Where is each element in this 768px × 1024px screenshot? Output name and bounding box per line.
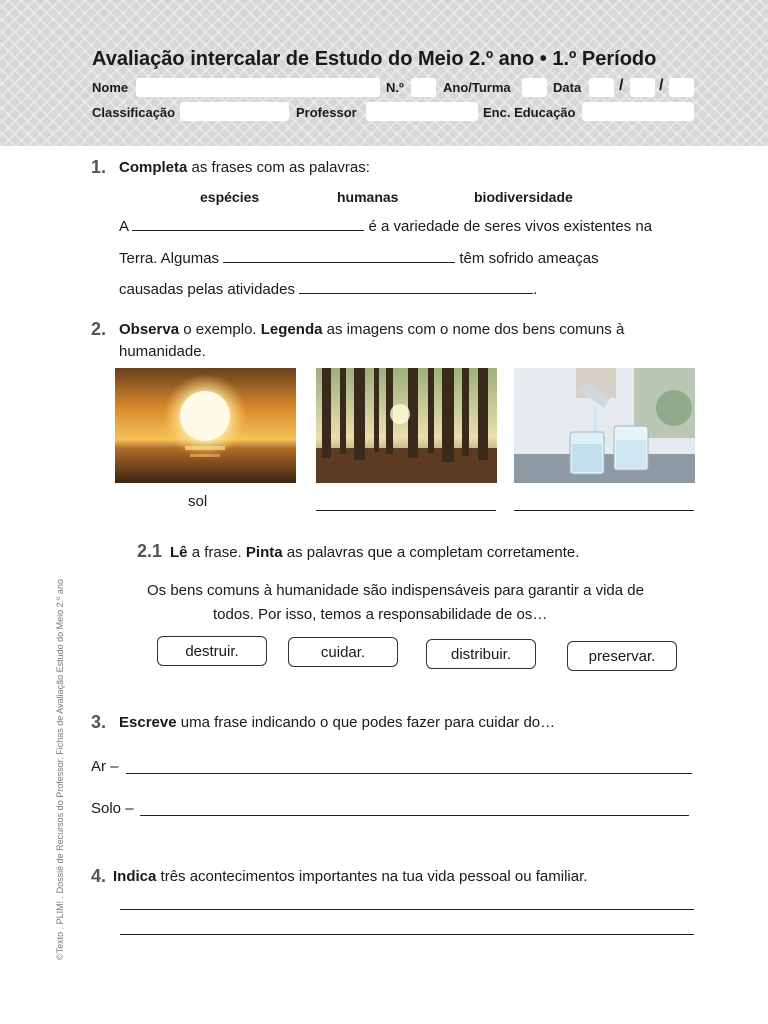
- instruction-verb: Completa: [119, 159, 188, 176]
- date-separator: /: [619, 77, 624, 94]
- instruction-text: três acontecimentos importantes na tua vida pessoal ou familiar.: [160, 868, 588, 885]
- date-separator: /: [659, 77, 664, 94]
- enc-educacao-field[interactable]: [582, 102, 694, 121]
- question-4-number: 4.: [91, 866, 107, 886]
- enc-educacao-label: Enc. Educação: [483, 105, 576, 120]
- instruction-verb: Legenda: [260, 321, 323, 338]
- option-preservar[interactable]: preservar.: [567, 641, 677, 671]
- forest-caption-line[interactable]: [316, 510, 496, 511]
- sentence-text: causadas pelas atividades: [119, 281, 295, 298]
- sun-image: [115, 368, 296, 483]
- solo-answer-line[interactable]: [140, 815, 689, 816]
- word-bank-item: espécies: [200, 189, 260, 205]
- instruction-text: as frases com as palavras:: [191, 159, 370, 176]
- copyright-note: ©Texto . PLIM! . Dossiê de Recursos do Professor. Fichas de Avaliação Estudo do Meio 2.º ano: [55, 579, 65, 960]
- q4-answer-line-2[interactable]: [120, 934, 694, 935]
- professor-field[interactable]: [366, 102, 478, 121]
- data-year-field[interactable]: [669, 78, 694, 97]
- question-1-instruction: [119, 159, 370, 176]
- instruction-text: as palavras que a completam corretamente.: [286, 544, 580, 561]
- sentence-text: é a variedade de seres vivos existentes na: [368, 218, 653, 235]
- word-bank-item: humanas: [337, 189, 399, 205]
- data-month-field[interactable]: [630, 78, 655, 97]
- ar-label: Ar –: [91, 758, 119, 775]
- question-2-instruction-cont: humanidade.: [119, 343, 206, 360]
- fill-sentence-2: [119, 248, 599, 267]
- option-destruir[interactable]: destruir.: [157, 636, 267, 666]
- question-4-instruction: [113, 868, 587, 885]
- instruction-verb: Escreve: [119, 714, 177, 731]
- q4-answer-line-1[interactable]: [120, 909, 694, 910]
- instruction-verb: Pinta: [245, 544, 283, 561]
- word-bank-item: biodiversidade: [474, 189, 573, 205]
- sentence-text: A: [119, 218, 129, 235]
- sentence-text: .: [533, 281, 538, 298]
- water-image: [514, 368, 695, 483]
- question-2-1-number: 2.1: [137, 541, 163, 561]
- ano-turma-label: Ano/Turma: [443, 80, 511, 95]
- numero-label: N.º: [386, 80, 404, 95]
- question-2-1-instruction: [170, 544, 579, 561]
- nome-label: Nome: [92, 80, 129, 95]
- option-cuidar[interactable]: cuidar.: [288, 637, 398, 667]
- fill-sentence-3: [119, 279, 537, 298]
- instruction-verb: Observa: [119, 321, 180, 338]
- option-distribuir[interactable]: distribuir.: [426, 639, 536, 669]
- instruction-text: o exemplo.: [183, 321, 257, 338]
- instruction-verb: Indica: [113, 868, 157, 885]
- classificacao-field[interactable]: [180, 102, 289, 121]
- classificacao-label: Classificação: [92, 105, 176, 120]
- question-2-instruction: [119, 321, 624, 338]
- page-title: Avaliação intercalar de Estudo do Meio 2.º ano • 1.º Período: [92, 48, 657, 70]
- professor-label: Professor: [296, 105, 357, 120]
- numero-field[interactable]: [411, 78, 436, 97]
- question-2-1-sentence: Os bens comuns à humanidade são indispensáveis para garantir a vida de: [147, 582, 644, 599]
- answer-blank[interactable]: [299, 279, 533, 294]
- ar-answer-line[interactable]: [126, 773, 692, 774]
- water-caption-line[interactable]: [514, 510, 694, 511]
- forest-image: [316, 368, 497, 483]
- nome-field[interactable]: [136, 78, 380, 97]
- instruction-text: as imagens com o nome dos bens comuns à: [326, 321, 625, 338]
- worksheet-header: [0, 0, 768, 146]
- answer-blank[interactable]: [132, 216, 364, 231]
- sun-caption: sol: [188, 493, 208, 510]
- question-3-instruction: [119, 714, 555, 731]
- instruction-text: uma frase indicando o que podes fazer para cuidar do…: [180, 714, 556, 731]
- solo-label: Solo –: [91, 800, 134, 817]
- question-1-number: 1.: [91, 157, 107, 177]
- instruction-verb: Lê: [170, 544, 188, 561]
- sentence-text: têm sofrido ameaças: [459, 250, 599, 267]
- sentence-text: Terra. Algumas: [119, 250, 220, 267]
- data-label: Data: [553, 80, 582, 95]
- question-3-number: 3.: [91, 712, 107, 732]
- question-2-1-sentence: todos. Por isso, temos a responsabilidade de os…: [213, 606, 548, 623]
- data-day-field[interactable]: [589, 78, 614, 97]
- question-2-number: 2.: [91, 319, 107, 339]
- instruction-text: a frase.: [191, 544, 242, 561]
- ano-turma-field[interactable]: [522, 78, 547, 97]
- answer-blank[interactable]: [223, 248, 455, 263]
- fill-sentence-1: [119, 216, 652, 235]
